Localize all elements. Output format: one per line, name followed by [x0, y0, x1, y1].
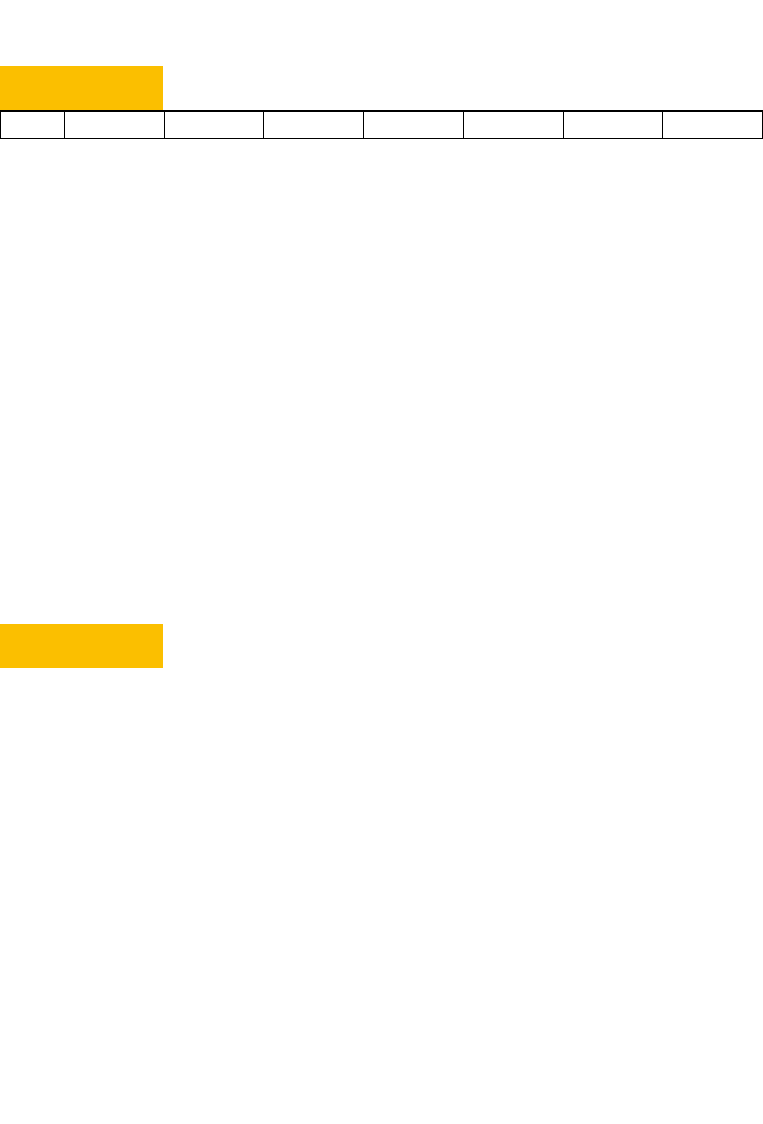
weekday-cell [65, 111, 165, 139]
weekday-cell [663, 111, 763, 139]
weekday-cell [264, 111, 364, 139]
weekday-label [1, 111, 65, 139]
weekday-cell [364, 111, 464, 139]
class-badge [0, 624, 163, 668]
schedule-title [0, 584, 763, 614]
weekday-cell [164, 111, 264, 139]
schedule-table [0, 110, 763, 139]
weekday-header-row [1, 111, 763, 139]
schedule-title [0, 30, 763, 60]
weekday-cell [563, 111, 663, 139]
weekday-cell [463, 111, 563, 139]
class-badge [0, 66, 163, 110]
